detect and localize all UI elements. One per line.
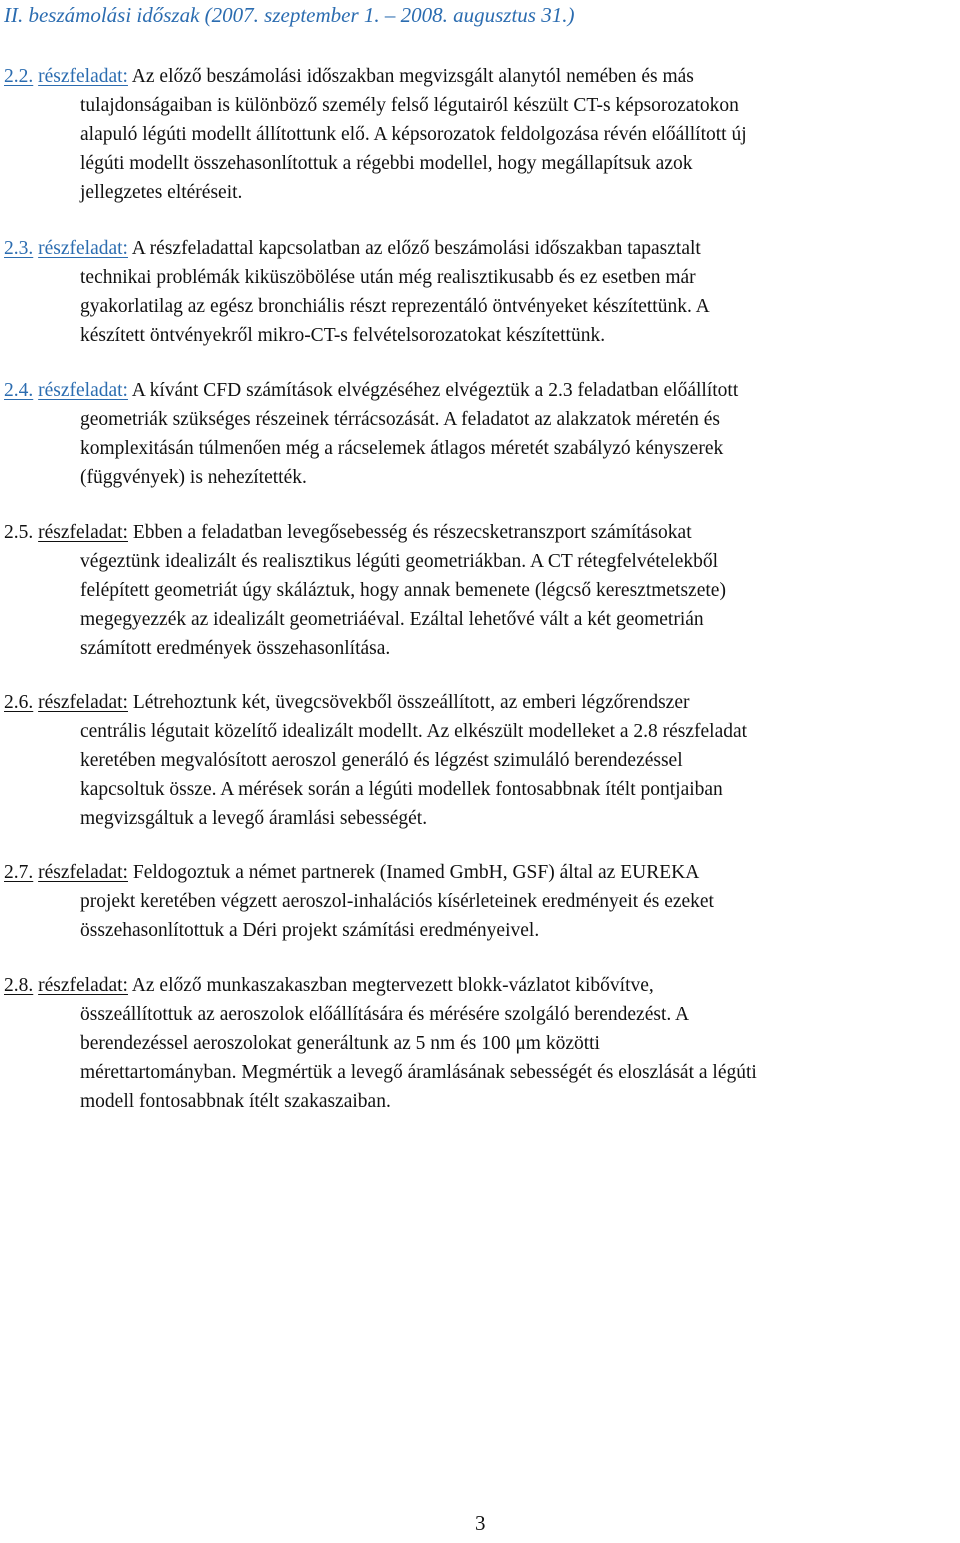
section-line: (függvények) is nehezítették. [80, 467, 307, 488]
section-line: geometriák szükséges részeinek térrácsozását. A feladatot az alakzatok méretén és [80, 409, 720, 430]
section-line: technikai problémák kiküszöbölése után még realisztikusabb és ez esetben már [80, 267, 696, 288]
section-line: légúti modellt összehasonlítottuk a régebbi modellel, hogy megállapítsuk azok [80, 153, 693, 174]
section-line: megegyezzék az idealizált geometriáéval. Ezáltal lehetővé vált a két geometrián [80, 609, 704, 630]
page-heading: II. beszámolási időszak (2007. szeptember 1. – 2008. augusztus 31.) [4, 3, 575, 27]
section-line: Az előző beszámolási időszakban megvizsgált alanytól nemében és más [131, 66, 694, 87]
section-line: jellegzetes eltéréseit. [80, 182, 243, 203]
section-label: részfeladat: [38, 522, 128, 543]
section-line: keretében megvalósított aeroszol generáló és légzést szimuláló berendezéssel [80, 750, 683, 771]
section-number: 2.4. [4, 380, 34, 401]
section-line: Feldogoztuk a német partnerek (Inamed GmbH, GSF) által az EUREKA [132, 862, 700, 883]
section-number: 2.5. [4, 522, 34, 543]
section-line: felépített geometriát úgy skáláztuk, hogy annak bemenete (légcső keresztmetszete) [80, 580, 726, 601]
section-line: projekt keretében végzett aeroszol-inhalációs kísérleteinek eredményeit és ezeket [80, 891, 714, 912]
section-number: 2.7. [4, 862, 34, 883]
page-number: 3 [475, 1511, 486, 1535]
section-label: részfeladat: [38, 862, 128, 883]
section-line: Az előző munkaszakaszban megtervezett blokk-vázlatot kibővítve, [131, 975, 654, 996]
section-line: készített öntvényekről mikro-CT-s felvételsorozatokat készítettünk. [80, 325, 606, 346]
section-label: részfeladat: [38, 380, 128, 401]
section-line: kapcsoltuk össze. A mérések során a légúti modellek fontosabbnak ítélt pontjaiban [80, 779, 723, 800]
section-line: komplexitásán túlmenően még a rácselemek átlagos méretét szabályzó kényszerek [80, 438, 724, 459]
section-first-line [4, 971, 654, 1000]
section-first-line [4, 234, 701, 263]
section-line: A részfeladattal kapcsolatban az előző beszámolási időszakban tapasztalt [131, 238, 701, 259]
section-line: mérettartományban. Megmértük a levegő áramlásának sebességét és eloszlását a légúti [80, 1062, 757, 1083]
section-label: részfeladat: [38, 238, 128, 259]
section-first-line [4, 518, 692, 547]
section-first-line [4, 62, 694, 91]
section-line: Ebben a feladatban levegősebesség és részecsketranszport számításokat [132, 522, 692, 543]
section-first-line [4, 688, 689, 717]
section-number: 2.8. [4, 975, 34, 996]
section-line: A kívánt CFD számítások elvégzéséhez elvégeztük a 2.3 feladatban előállított [131, 380, 739, 401]
section-line: összehasonlítottuk a Déri projekt számítási eredményeivel. [80, 920, 540, 941]
section-line: számított eredmények összehasonlítása. [80, 638, 391, 659]
section-label: részfeladat: [38, 692, 128, 713]
section-line: alapuló légúti modellt állítottunk elő. A képsorozatok feldolgozása révén előállított új [80, 124, 747, 145]
section-label: részfeladat: [38, 66, 128, 87]
section-first-line [4, 376, 738, 405]
section-line: összeállítottuk az aeroszolok előállítására és mérésére szolgáló berendezést. A [80, 1004, 690, 1025]
section-line: gyakorlatilag az egész bronchiális részt reprezentáló öntvényeket készítettünk. A [80, 296, 710, 317]
section-line: modell fontosabbnak ítélt szakaszaiban. [80, 1091, 391, 1112]
section-line: berendezéssel aeroszolokat generáltunk az 5 nm és 100 μm közötti [80, 1033, 600, 1054]
section-line: centrális légutait közelítő idealizált modellt. Az elkészült modelleket a 2.8 részfeladat [80, 721, 748, 742]
section-label: részfeladat: [38, 975, 128, 996]
section-first-line [4, 858, 699, 887]
section-number: 2.2. [4, 66, 34, 87]
section-number: 2.3. [4, 238, 34, 259]
section-line: Létrehoztunk két, üvegcsövekből összeállított, az emberi légzőrendszer [132, 692, 690, 713]
section-number: 2.6. [4, 692, 34, 713]
section-line: tulajdonságaiban is különböző személy felső légutairól készült CT-s képsorozatokon [80, 95, 739, 116]
section-line: végeztünk idealizált és realisztikus légúti geometriákban. A CT rétegfelvételekből [80, 551, 719, 572]
section-line: megvizsgáltuk a levegő áramlási sebességét. [80, 808, 428, 829]
